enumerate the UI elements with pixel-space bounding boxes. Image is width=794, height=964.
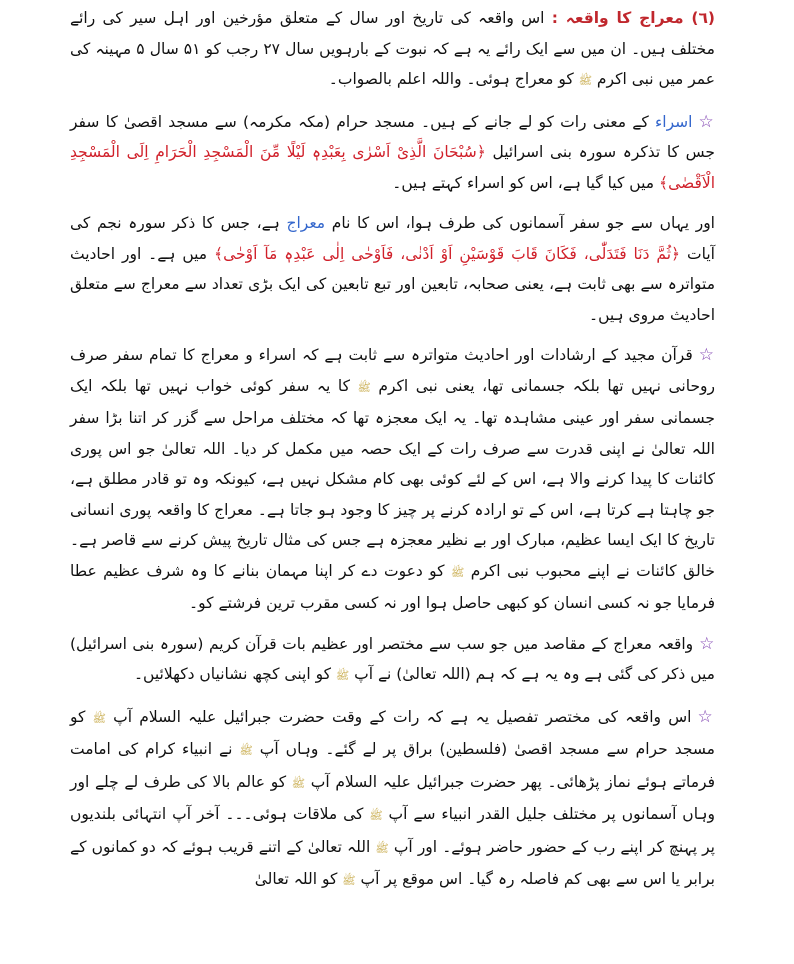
salutation-glyph: ﷺ (357, 380, 371, 394)
paragraph-text: اللہ تعالیٰ کے اتنے قریب ہوئے کہ دو کمانوں کے برابر یا اس سے بھی کم فاصلہ رہ گیا۔ اس موقع پر آپ (70, 837, 715, 888)
paragraph-isra (70, 107, 715, 199)
paragraph-text: کو عالم بالا کی طرف لے چلے اور وہاں آسمانوں پر مختلف جلیل القدر انبیاء سے آپ (70, 772, 715, 823)
quran-verse: ﴿سُبْحَانَ الَّذِیْ اَسْرٰی بِعَبْدِہٖ لَیْلًا مِّنَ الْمَسْجِدِ الْحَرَامِ اِلَی الْمَسْجِدِ الْاَقْصٰی﴾ (70, 143, 715, 192)
section-heading: (٦) معراج کا واقعہ : (551, 9, 715, 27)
paragraph-text: کو اللہ تعالیٰ (254, 870, 343, 888)
paragraph-text: کے معنی رات کو لے جانے کے ہیں۔ مسجد حرام (مکہ مکرمہ) سے مسجد اقصیٰ کا سفر جس کا تذکرہ سورہ بنی اسرائیل (70, 112, 715, 161)
paragraph-text: اس واقعہ کی مختصر تفصیل یہ ہے کہ رات کے وقت حضرت جبرائیل علیہ السلام آپ (105, 707, 692, 726)
paragraph-purpose (70, 629, 715, 692)
document-page (70, 0, 715, 964)
paragraph-text: ہے، جس کا ذکر سورہ نجم کی آیات (70, 214, 715, 263)
paragraph-text: واقعہ معراج کے مقاصد میں جو سب سے مختصر اور عظیم بات قرآن کریم (سورہ بنی اسرائیل) میں ذکر کی گئی ہے وہ یہ ہے کہ ہم (اللہ تعالیٰ) نے آپ (70, 634, 715, 683)
paragraph-text: میں ہے۔ اور احادیث متواترہ سے بھی ثابت ہے، یعنی صحابہ، تابعین اور تبع تابعین کی ایک بڑی تعداد سے معراج سے متعلق احادیث مروی ہیں۔ (70, 244, 715, 324)
salutation-glyph: ﷺ (92, 711, 106, 725)
paragraph-text: قرآن مجید کے ارشادات اور احادیث متواترہ سے ثابت ہے کہ اسراء و معراج کا تمام سفر صرف روحانی نہیں تھا بلکہ جسمانی تھا، یعنی نبی اکرم (70, 346, 715, 395)
paragraph-text: کو دعوت دے کر اپنا مہمان بنانے کا وہ شرف عظیم عطا فرمایا جو نہ کسی انسان کو کبھی حاصل ہوا اور نہ کسی مقرب ترین فرشتے کو۔ (70, 561, 715, 612)
paragraph-text: کو معراج ہوئی۔ واللہ اعلم بالصواب۔ (328, 70, 579, 88)
paragraph-text: اس واقعہ کی تاریخ اور سال کے متعلق مؤرخین اور اہل سیر کی رائے مختلف ہیں۔ ان میں سے ایک رائے یہ ہے کہ نبوت کے بارہویں سال ۲۷ رجب کو ۵۱ سال ۵ مہینہ کی عمر میں نبی اکرم (70, 9, 715, 88)
star-bullet-icon: ☆ (698, 345, 715, 365)
salutation-glyph: ﷺ (375, 841, 389, 855)
salutation-glyph: ﷺ (369, 809, 383, 822)
star-bullet-icon: ☆ (699, 633, 715, 654)
star-bullet-icon: ☆ (697, 706, 715, 727)
paragraph-physical-journey (70, 340, 715, 619)
paragraph-miraj-name (70, 208, 715, 330)
paragraph-text: کا یہ سفر کوئی خواب نہیں تھا بلکہ ایک جسمانی سفر اور عینی مشاہدہ تھا۔ یہ ایک معجزہ تھا کہ مختلف مراحل سے گزر کر اتنا بڑا سفر اللہ تعالیٰ نے اپنی قدرت سے صرف رات کے ایک حصہ میں مکمل کر دیا۔ اللہ تعالیٰ جو اس پوری کائنات کا پیدا کرنے والا ہے، اس کے لئے کوئی بھی کام مشکل نہیں ہے، کیونکہ وہ تو قادر مطلق ہے، جو چاہتا ہے کرتا ہے، اس کے تو ارادہ کرنے پر چیز کا وجود ہو جاتا ہے۔ معراج کا واقعہ پوری انسانی تاریخ کا ایک ایسا عظیم، مبارک اور بے نظیر معجزہ ہے جس کی مثال تاریخ پیش کرنے سے قاصر ہے۔ خالق کائنات نے اپنے محبوب نبی اکرم (70, 376, 715, 580)
paragraph-text: کی ملاقات ہوئی۔۔۔ آخر آپ انتہائی بلندیوں پر پہنچ کر اپنے رب کے حضور حاضر ہوئے۔ اور آپ (70, 805, 715, 856)
salutation-glyph: ﷺ (239, 744, 253, 757)
salutation-glyph: ﷺ (335, 669, 350, 682)
paragraph-text: نے انبیاء کرام کی امامت فرماتے ہوئے نماز پڑھائی۔ پھر حضرت جبرائیل علیہ السلام آپ (70, 740, 715, 791)
term-miraj: معراج (286, 214, 326, 232)
paragraph-text: اور یہاں سے جو سفر آسمانوں کی طرف ہوا، اس کا نام (325, 214, 715, 232)
star-bullet-icon: ☆ (698, 111, 715, 132)
salutation-glyph: ﷺ (578, 74, 592, 87)
salutation-glyph: ﷺ (451, 565, 465, 579)
paragraph-miraj-date (70, 3, 715, 97)
salutation-glyph: ﷺ (342, 874, 356, 887)
paragraph-text: کو مسجد حرام سے مسجد اقصیٰ (فلسطین) براق پر لے گئے۔ وہاں آپ (70, 707, 715, 758)
salutation-glyph: ﷺ (291, 776, 306, 790)
paragraph-text: میں کیا گیا ہے، اس کو اسراء کہتے ہیں۔ (392, 173, 659, 192)
paragraph-summary (70, 702, 715, 897)
quran-verse: ﴿ثُمَّ دَنَا فَتَدَلّٰی، فَکَانَ قَابَ قَوْسَیْنِ اَوْ اَدْنٰی، فَاَوْحٰی اِلٰی عَبْدِہٖ مَآ اَوْحٰی﴾ (214, 244, 681, 263)
term-isra: اسراء (655, 112, 693, 131)
paragraph-text: کو اپنی کچھ نشانیاں دکھلائیں۔ (133, 665, 336, 683)
